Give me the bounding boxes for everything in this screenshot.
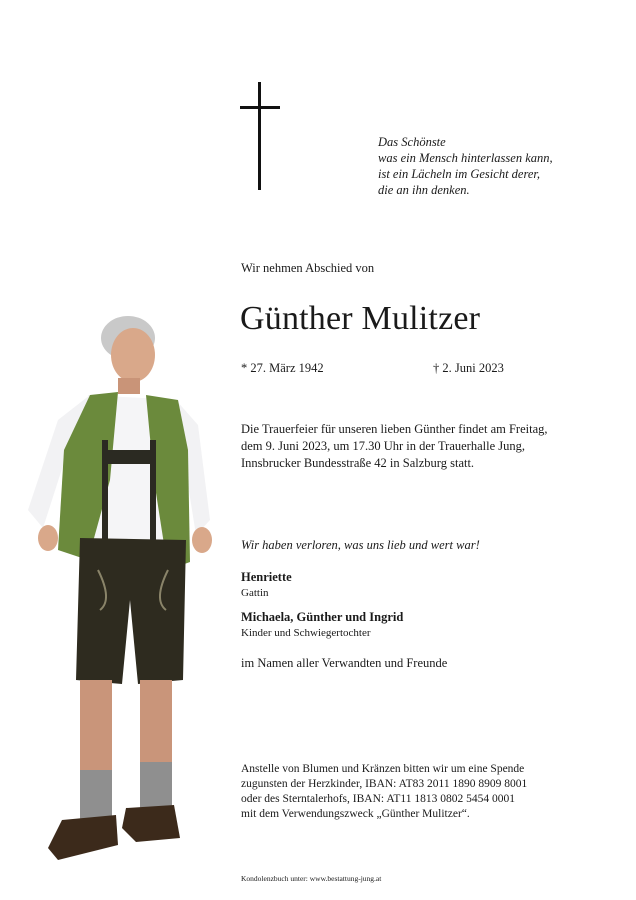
donation-info: [241, 762, 571, 822]
death-date: † 2. Juni 2023: [433, 361, 504, 375]
ceremony-line: Die Trauerfeier für unseren lieben Günther findet am Freitag,: [241, 422, 548, 436]
donation-line: oder des Sterntalerhofs, IBAN: AT11 1813 0802 5454 0001: [241, 793, 515, 805]
quote-line: Das Schönste: [378, 135, 446, 149]
donation-line: Anstelle von Blumen und Kränzen bitten wir um eine Spende: [241, 763, 525, 775]
closing-line: im Namen aller Verwandten und Freunde: [241, 656, 448, 670]
quote-line: die an ihn denken.: [378, 183, 470, 197]
condolence-link[interactable]: Kondolenzbuch unter: www.bestattung-jung.at: [241, 874, 382, 883]
donation-line: zugunsten der Herzkinder, IBAN: AT83 2011 1890 8909 8001: [241, 778, 528, 790]
ceremony-info: [241, 421, 571, 472]
motto: Wir haben verloren, was uns lieb und wert war!: [241, 538, 480, 552]
family-member-role: Kinder und Schwiegertochter: [241, 627, 371, 639]
cross-icon: [258, 82, 261, 190]
cross-icon-bar: [240, 106, 280, 109]
family-member-name: Michaela, Günther und Ingrid: [241, 610, 404, 624]
family-member: [241, 570, 292, 599]
donation-line: mit dem Verwendungszweck „Günther Mulitzer“.: [241, 808, 470, 820]
family-member: [241, 610, 403, 639]
quote-line: was ein Mensch hinterlassen kann,: [378, 151, 553, 165]
portrait-photo: [18, 300, 228, 875]
intro-text: Wir nehmen Abschied von: [241, 261, 375, 275]
deceased-name: Günther Mulitzer: [240, 300, 481, 337]
ceremony-line: Innsbrucker Bundesstraße 42 in Salzburg statt.: [241, 456, 475, 470]
ceremony-line: dem 9. Juni 2023, um 17.30 Uhr in der Trauerhalle Jung,: [241, 439, 526, 453]
memorial-quote: [378, 134, 553, 198]
birth-date: * 27. März 1942: [241, 361, 324, 375]
family-member-name: Henriette: [241, 570, 292, 584]
quote-line: ist ein Lächeln im Gesicht derer,: [378, 167, 541, 181]
family-member-role: Gattin: [241, 587, 269, 599]
